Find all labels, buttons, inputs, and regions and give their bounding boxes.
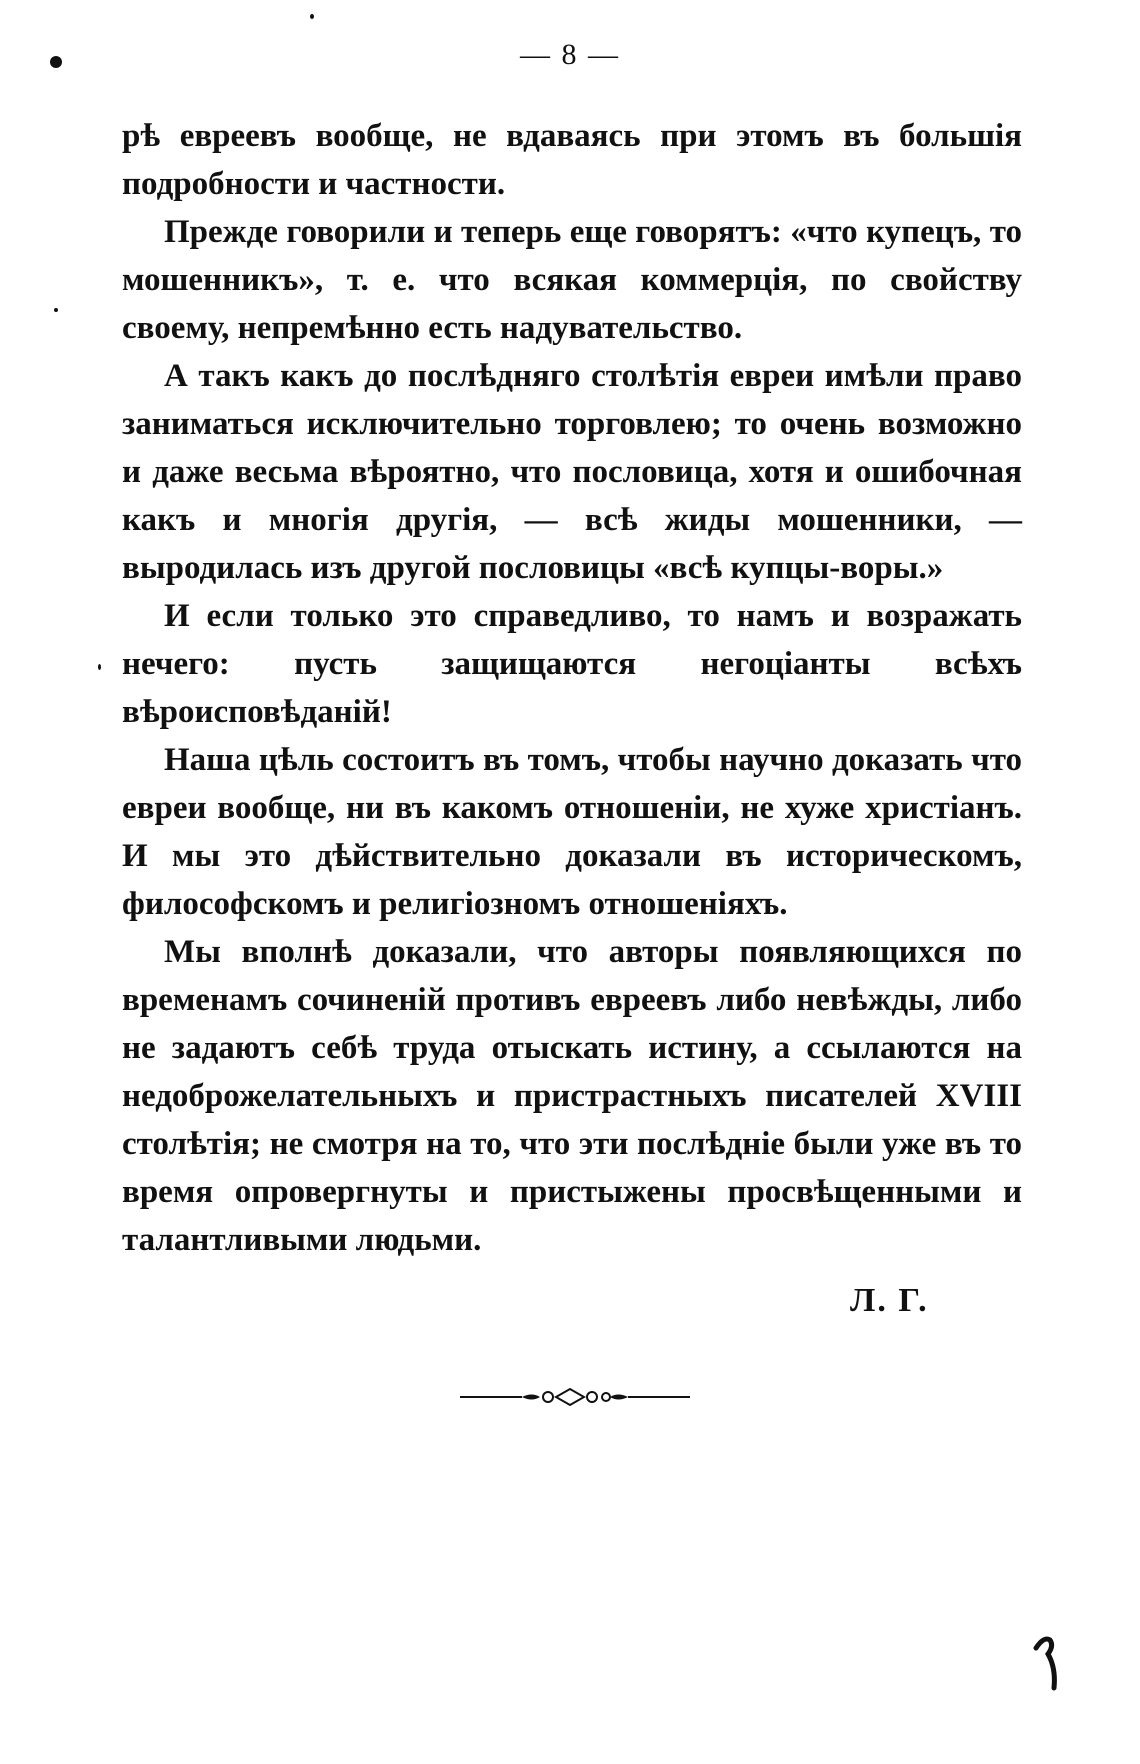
- ink-speck: [50, 56, 62, 68]
- paragraph-5: Наша цѣль состоитъ въ томъ, чтобы научно доказать что евреи вообще, ни въ какомъ отношеніи, не хуже христіанъ. И мы это дѣйствительно доказали въ историческомъ, философскомъ и религіозномъ отношеніяхъ.: [122, 742, 1022, 922]
- ink-speck: [310, 14, 314, 19]
- corner-mark-icon: [1030, 1628, 1070, 1698]
- paragraph-1: рѣ евреевъ вообще, не вдаваясь при этомъ въ большія подробности и частности.: [122, 118, 1022, 202]
- paragraph-2: Прежде говорили и теперь еще говорятъ: «что купецъ, то мошенникъ», т. е. что всякая коммерція, по свойству своему, непремѣнно есть надувательство.: [122, 214, 1022, 346]
- paragraph-4: И если только это справедливо, то намъ и возражать нечего: пусть защищаются негоціанты всѣхъ вѣроисповѣданій!: [122, 598, 1022, 730]
- body-text: [122, 112, 1022, 1264]
- ornament-divider-icon: [460, 1384, 690, 1410]
- paragraph-6: Мы вполнѣ доказали, что авторы появляющихся по временамъ сочиненій противъ евреевъ либо невѣжды, либо не задаютъ себѣ труда отыскать истину, а ссылаются на недоброжелательныхъ и пристрастныхъ писателей XVIII столѣтія; не смотря на то, что эти послѣдніе были уже въ то время опровергнуты и пристыжены просвѣщенными и талантливыми людьми.: [122, 934, 1022, 1258]
- paragraph-3: А такъ какъ до послѣдняго столѣтія евреи имѣли право заниматься исключительно торговлею; то очень возможно и даже весьма вѣроятно, что пословица, хотя и ошибочная какъ и многія другія, — всѣ жиды мошенники, — выродилась изъ другой пословицы «всѣ купцы-воры.»: [122, 358, 1022, 586]
- ink-speck: [54, 308, 58, 312]
- author-signature: Л. Г.: [850, 1282, 929, 1319]
- ink-speck: [98, 664, 101, 670]
- page-number: — 8 —: [520, 38, 620, 71]
